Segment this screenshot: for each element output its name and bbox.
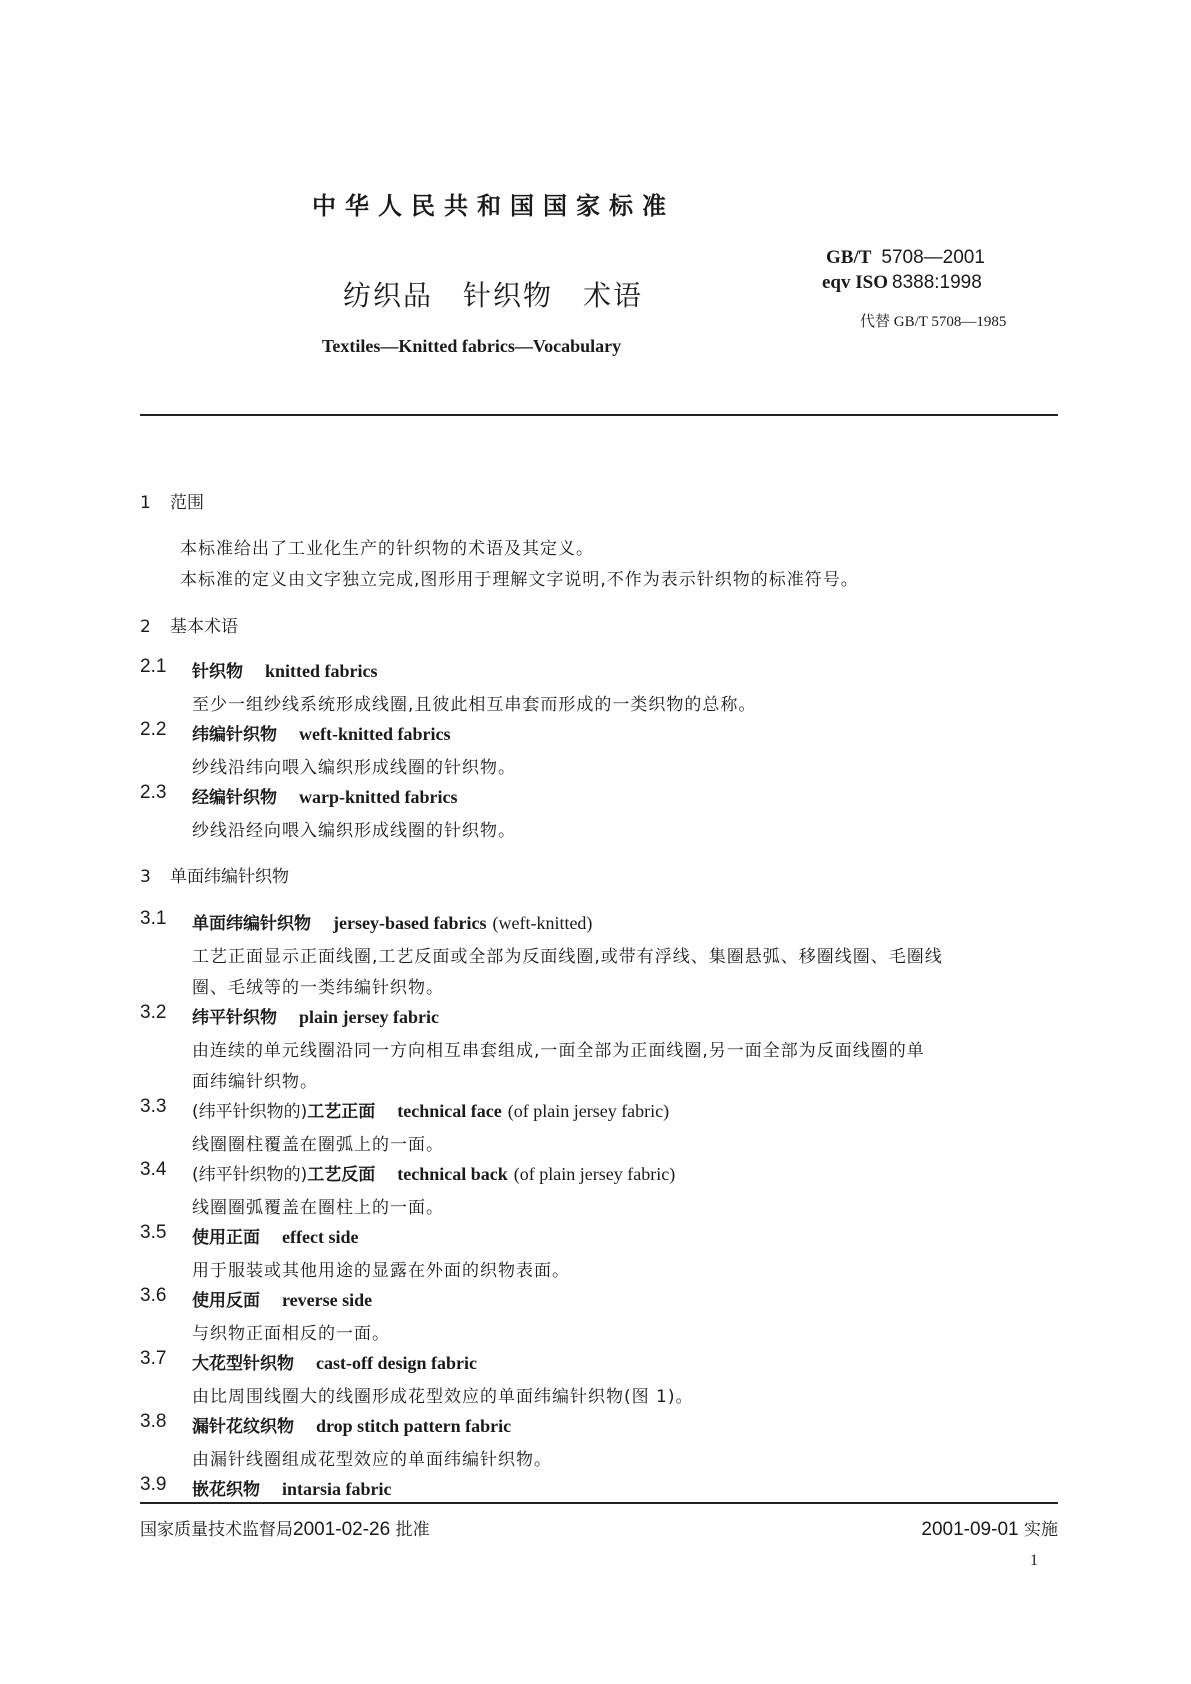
term-heading: (纬平针织物的)工艺反面 technical back (of plain jersey fabric) bbox=[192, 1164, 676, 1185]
term-heading: 漏针花纹织物 drop stitch pattern fabric bbox=[192, 1416, 512, 1437]
term-definition: 线圈圈弧覆盖在圈柱上的一面。 bbox=[192, 1198, 444, 1218]
term-definition: 圈、毛绒等的一类纬编针织物。 bbox=[192, 978, 444, 998]
term-definition: 由连续的单元线圈沿同一方向相互串套组成,一面全部为正面线圈,另一面全部为反面线圈的单 bbox=[192, 1041, 925, 1061]
term-number: 3.3 bbox=[140, 1096, 167, 1117]
term-number: 3.8 bbox=[140, 1411, 167, 1432]
term-heading: 使用正面 effect side bbox=[192, 1227, 359, 1248]
footer-divider bbox=[140, 1502, 1058, 1504]
term-definition: 纱线沿纬向喂入编织形成线圈的针织物。 bbox=[192, 758, 516, 778]
section-3-heading: 3 单面纬编针织物 bbox=[140, 867, 289, 887]
term-number: 3.9 bbox=[140, 1474, 167, 1495]
document-title-en: Textiles—Knitted fabrics—Vocabulary bbox=[322, 336, 622, 356]
term-heading: 经编针织物 warp-knitted fabrics bbox=[192, 787, 458, 808]
term-number: 3.1 bbox=[140, 908, 167, 929]
term-number: 3.2 bbox=[140, 1002, 167, 1023]
term-number: 3.4 bbox=[140, 1159, 167, 1180]
term-definition: 面纬编针织物。 bbox=[192, 1072, 318, 1092]
term-heading: 大花型针织物 cast-off design fabric bbox=[192, 1353, 477, 1374]
term-definition: 用于服装或其他用途的显露在外面的织物表面。 bbox=[192, 1261, 570, 1281]
term-heading: 单面纬编针织物 jersey-based fabrics (weft-knitted) bbox=[192, 913, 593, 934]
header-divider bbox=[140, 414, 1058, 416]
section-2-heading: 2 基本术语 bbox=[140, 617, 238, 637]
term-heading: 嵌花织物 intarsia fabric bbox=[192, 1479, 392, 1500]
term-number: 2.1 bbox=[140, 656, 167, 677]
effective-date: 2001-09-01 实施 bbox=[921, 1519, 1058, 1540]
equivalence-standard: eqv ISO 8388:1998 bbox=[822, 272, 982, 293]
page-number: 1 bbox=[1030, 1552, 1038, 1569]
term-definition: 由比周围线圈大的线圈形成花型效应的单面纬编针织物(图 1)。 bbox=[192, 1387, 694, 1407]
section-1-paragraph: 本标准给出了工业化生产的针织物的术语及其定义。 bbox=[180, 539, 594, 559]
issuer-approval: 国家质量技术监督局2001-02-26 批准 bbox=[140, 1519, 430, 1540]
term-definition: 至少一组纱线系统形成线圈,且彼此相互串套而形成的一类织物的总称。 bbox=[192, 695, 757, 715]
section-1-heading: 1 范围 bbox=[140, 493, 204, 513]
term-definition: 由漏针线圈组成花型效应的单面纬编针织物。 bbox=[192, 1450, 552, 1470]
replaces-standard: 代替 GB/T 5708—1985 bbox=[860, 314, 1007, 330]
term-definition: 工艺正面显示正面线圈,工艺反面或全部为反面线圈,或带有浮线、集圈悬弧、移圈线圈、毛圈线 bbox=[192, 947, 943, 967]
term-number: 3.7 bbox=[140, 1348, 167, 1369]
term-heading: 针织物 knitted fabrics bbox=[192, 661, 378, 682]
term-heading: 使用反面 reverse side bbox=[192, 1290, 373, 1311]
term-definition: 纱线沿经向喂入编织形成线圈的针织物。 bbox=[192, 821, 516, 841]
term-number: 3.5 bbox=[140, 1222, 167, 1243]
term-number: 2.3 bbox=[140, 782, 167, 803]
term-number: 2.2 bbox=[140, 719, 167, 740]
term-number: 3.6 bbox=[140, 1285, 167, 1306]
document-title-cn: 纺织品 针织物 术语 bbox=[343, 279, 644, 312]
standard-number: GB/T 5708—2001 bbox=[826, 247, 985, 268]
term-heading: 纬平针织物 plain jersey fabric bbox=[192, 1007, 439, 1028]
section-1-paragraph: 本标准的定义由文字独立完成,图形用于理解文字说明,不作为表示针织物的标准符号。 bbox=[180, 570, 859, 590]
term-definition: 与织物正面相反的一面。 bbox=[192, 1324, 390, 1344]
term-heading: 纬编针织物 weft-knitted fabrics bbox=[192, 724, 451, 745]
term-definition: 线圈圈柱覆盖在圈弧上的一面。 bbox=[192, 1135, 444, 1155]
term-heading: (纬平针织物的)工艺正面 technical face (of plain jersey fabric) bbox=[192, 1101, 670, 1122]
